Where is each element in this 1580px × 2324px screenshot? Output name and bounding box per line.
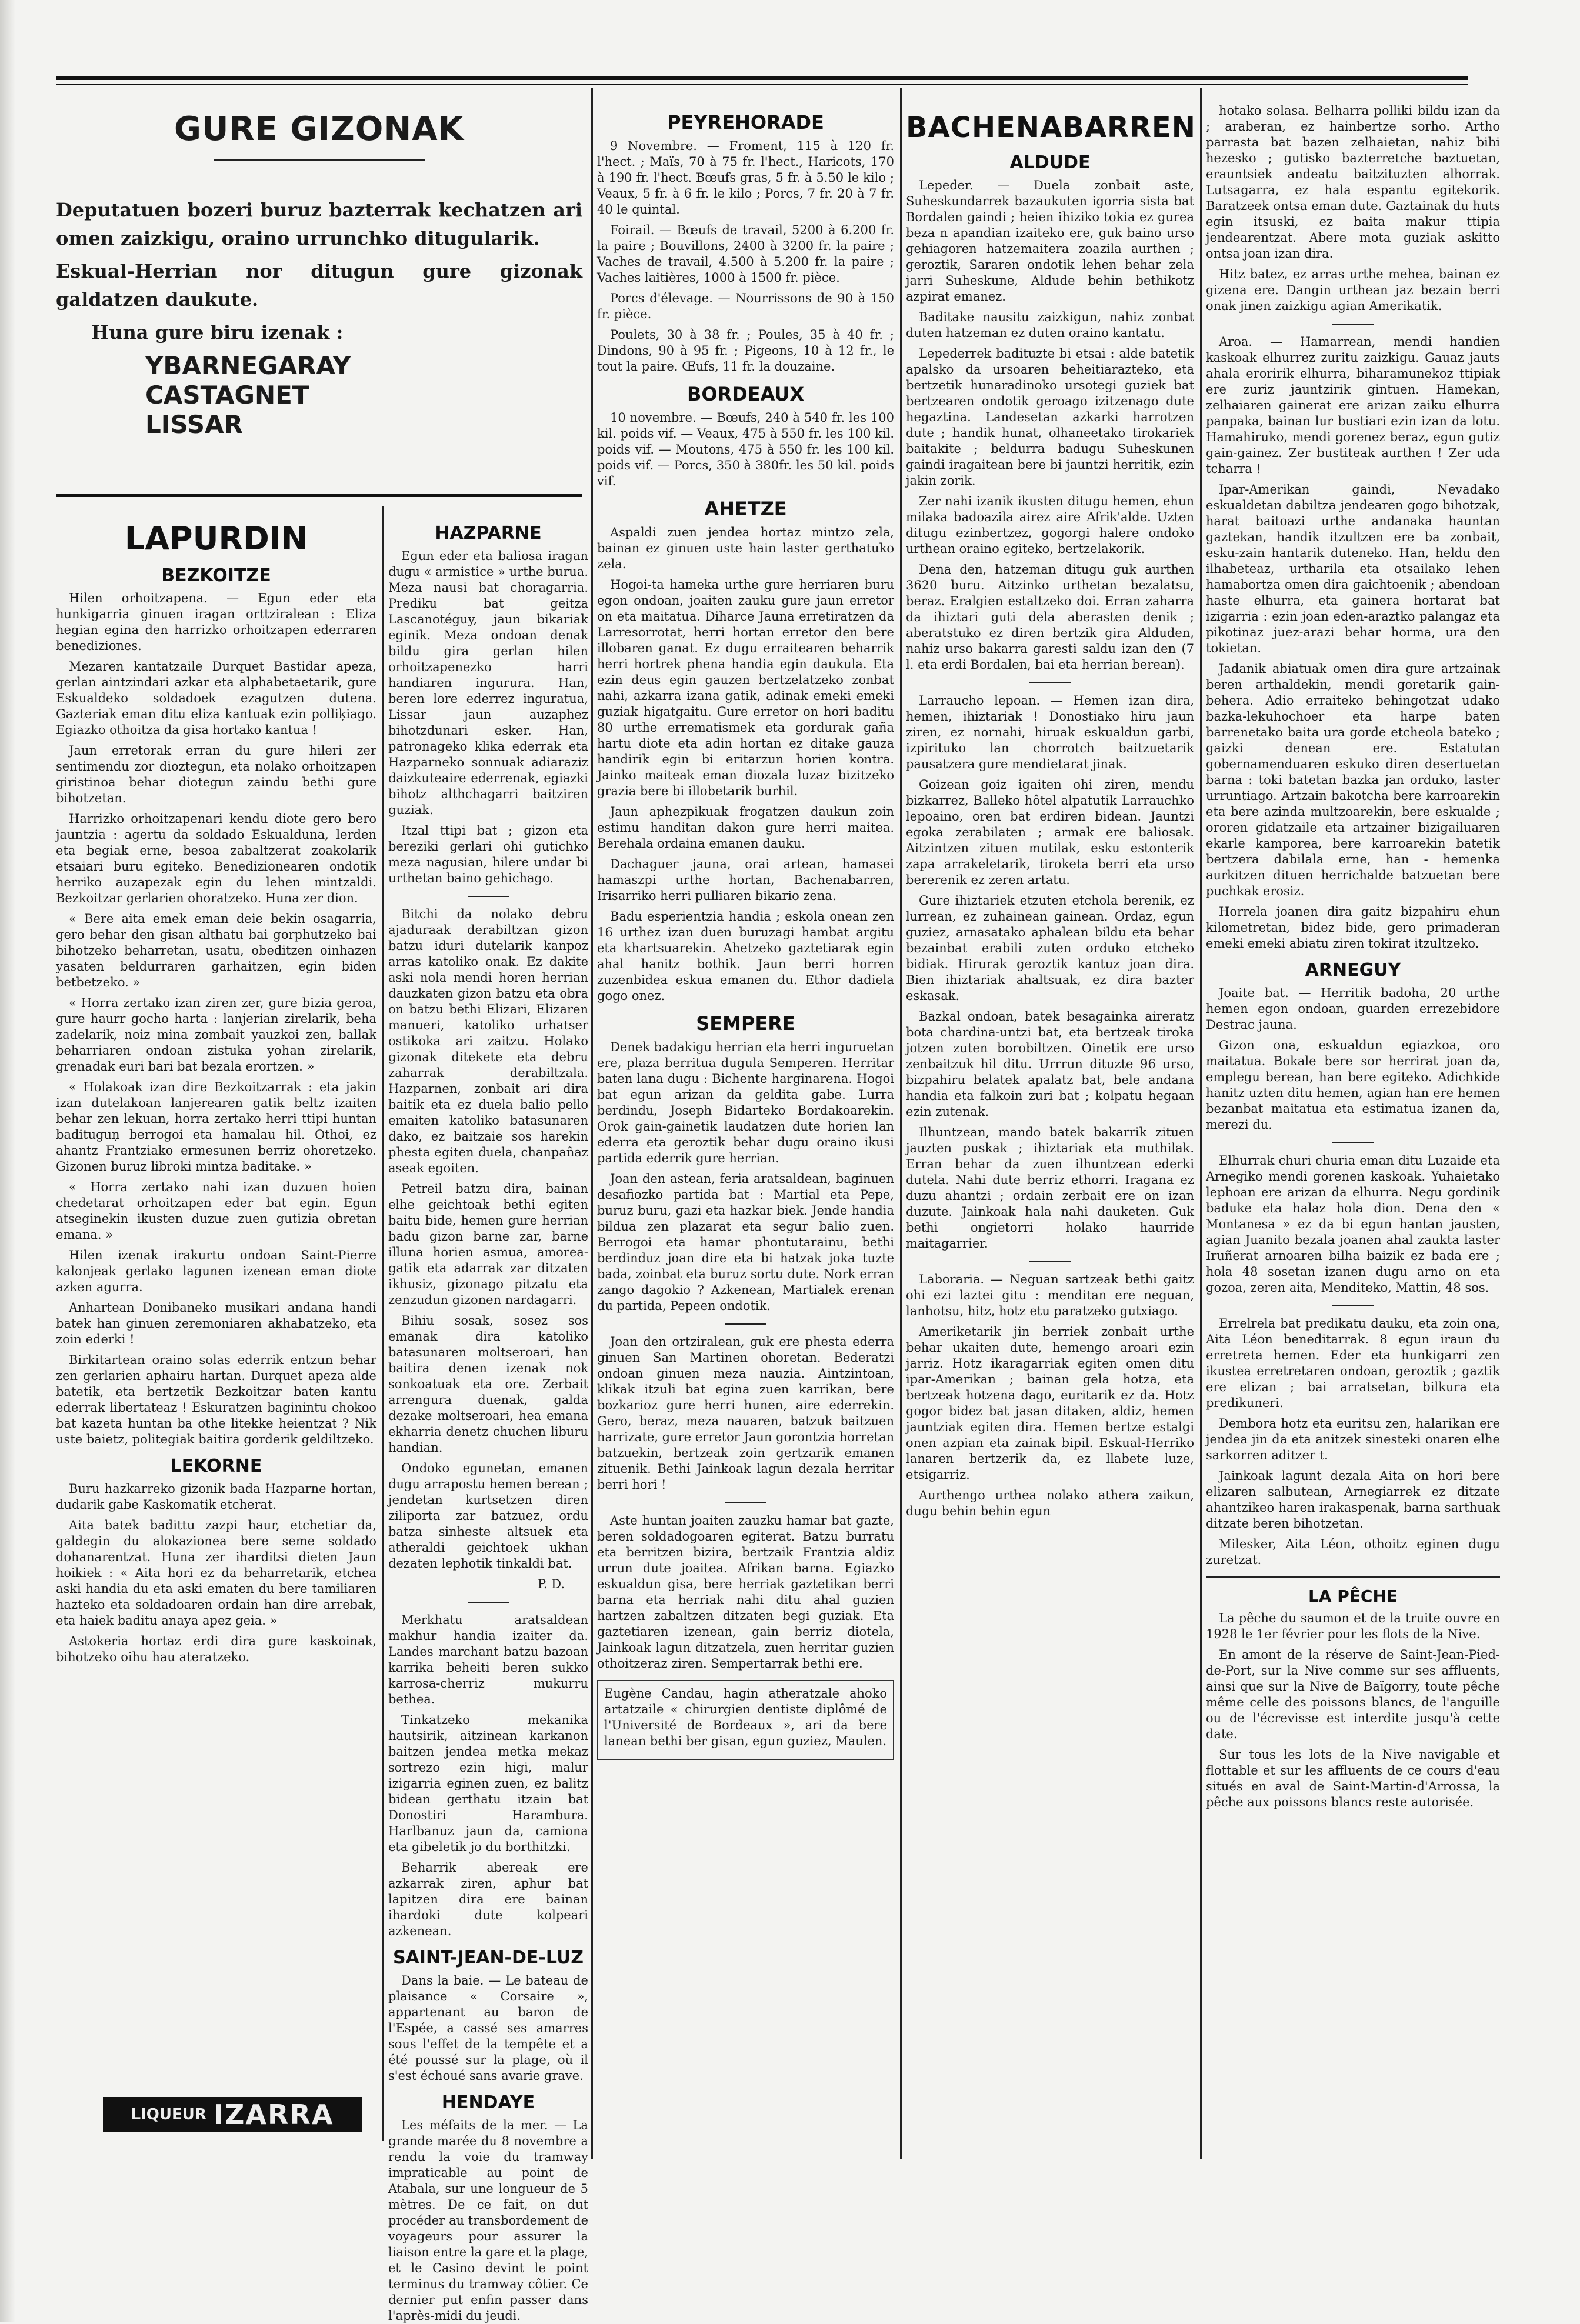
article-paragraph: Gure ihiztariek etzuten etchola berenik, ez lurrean, ez zuhainean gainean. Ordaz, egun guziez, arnasatako aphalean bildu eta behar bezainbat erabili zuten orduko etcheko bidiak. Hirurak geroztik kantuz joan dira. Bien ihiztariak ahaltsuak, ez dira bazter eskasak.: [906, 893, 1194, 1003]
headline-la-peche: LA PÊCHE: [1308, 1586, 1398, 1606]
article-paragraph: Dembora hotz eta euritsu zen, halarikan ere jendea jin da eta anitzek sinesteki onaren elhe sarkorren aditzer t.: [1206, 1416, 1500, 1462]
article-paragraph: Harrizko orhoitzapenari kendu diote gero bero jauntzia : agertu da soldado Eskualduna, lerden eta begiak erne, besoa zabaltzerat zoakolarik etsaiari buru egiteko. Benedizionearen ondotik herriko auzapezak egin du lehen mintzaldi. Bezkoitzar gerlarien ohoratzeko. Huna zer dion.: [56, 812, 376, 905]
article-paragraph: Gizon ona, eskualdun egiazkoa, oro maitatua. Bokale bere sor herrirat joan da, emplegu berean, han bere egiteko. Adichkide hanitz uzten ditu hemen, agian han ere hemen bezanbat maitatua eta estimatua izanen da, merezi du.: [1206, 1038, 1500, 1132]
article-paragraph: Badu esperientzia handia ; eskola onean zen 16 urthez izan duen buruzagi hambat argitu eta khartsuarekin. Ahetzeko gaztetiarak egin ahal hanitz bothik. Jaun berri horren zuzenbidea eskua emanen du. Ethor dadiela gogo onez.: [597, 909, 894, 1003]
izarra-advertisement: [103, 2097, 362, 2132]
column-divider: [382, 506, 384, 2141]
article-paragraph: Joan den ortziralean, guk ere phesta ederra ginuen San Martinen ohoretan. Bederatzi ondoan ginuen meza nauzia. Aintzintoan, klikak itzuli bat egina zuen karrikan, bere bozkarioz gure herri hunen, aire ederrekin. Gero, beraz, meza nauaren, batzuk baitzuen harrizate, gure erretor Jaun gorontzia horretan batzuekin, bertzeak zoin gertzarik emanen zituenik. Bethi Jainkoak lagun dezala herritar berri hori !: [597, 1335, 895, 1492]
article-paragraph: Ondoko egunetan, emanen dugu arrapostu hemen berean ; jendetan kurtsetzen diren ziliporta zar batzuez, ordu batza sinheste altsuek eta atheraldi geichtoek ukhan dezaten lephotik tinkaldi bat.: [388, 1461, 588, 1571]
article-paragraph: Aspaldi zuen jendea hortaz mintzo zela, bainan ez ginuen uste hain laster gerthatuko zela.: [597, 525, 894, 571]
article-paragraph: Ipar-Amerikan gaindi, Nevadako eskualdetan dabiltza jendearen gogo bihotzak, harat baitoazi urthe andanaka hauntan gaztekan, handik itzultzen ere ba zonbait, esku-zain hantarik duteneko. Han, heldu den ilhabeteaz, urtharila eta otsailako lehen hamabortza omen dira gaichtoenik ; abendoan haste elhurra, eta gainera hortarat bat izigarria : ezin joan eden-araztko palangaz eta pikotinaz juez-arazi behar horma, ura den tokietan.: [1206, 482, 1500, 655]
region-lapurdin: LAPURDIN: [124, 520, 308, 557]
article-paragraph: Mezaren kantatzaile Durquet Bastidar apeza, gerlan aintzindari azkar eta alphabetaetarik, gure Eskualdeko soldadoek ezagutzen dutena. Gazteriak eman ditu eliza kantuak ezin polliķiago. Egiazko othoitza da gisa hortako kantua !: [56, 659, 376, 737]
article-paragraph: « Holakoak izan dire Bezkoitzarrak : eta jakin izan dutelakoan lanjerearen gatik beltz izaiten behar zen lekuan, horra zertako herri ttipi huntan badituguṇ berrogoi eta hamalau hil. Othoi, ez ahantz Frantziako ermesunen berriz ohoretzeko. Gizonen buruz libroki mintza baditake. »: [56, 1080, 376, 1173]
page-binding-edge: [0, 0, 15, 2322]
section-separator: [1029, 1261, 1071, 1262]
candidate-1: YBARNEGARAY: [145, 351, 351, 380]
article-paragraph: Hogoi-ta hameka urthe gure herriaren buru egon ondoan, joaiten zauku gure jaun erretor on eta maitatua. Diharce Jauna erretiratzen da Larresorrotat, herri hortan erretor den bere illobaren ganat. Ez dugu erraitearen beharrik herri hortrek phena handia egin daukula. Eta ezin deus egin gauzen bertzelatzeko zonbat nahi, azkarra izana gatik, adinak emeki emeki guziak higatgaitu. Gure erretor on hori baditu 80 urthe errematismek eta gordurak gaña hartu diote eta adin hortan ez ditake gauza handirik egin bi eritarzun horien kontra. Jainko maiteak eman diozala luzaz bizitzeko grazia bere bi illobetarik burhil.: [597, 578, 894, 798]
section-rule: [1206, 1576, 1500, 1578]
article-paragraph: Hitz batez, ez arras urthe mehea, bainan ez gizena ere. Dangin urthean jaz bezain berri onak jinen zaizkigu agian Amerikatik.: [1206, 267, 1500, 313]
article-paragraph: Tinkatzeko mekanika hautsirik, aitzinean karkanon baitzen jendea metka mekaz sortrezo ezin higi, malur izigarria eginen zuen, ez balitz bidean gerthatu itzain bat Donostiri Harambura. Harlbanuz jaun da, camiona eta gibeletik jo du borthitzki.: [388, 1713, 588, 1854]
masthead-line3: Huna gure biru izenak :: [91, 321, 344, 344]
article-paragraph: La pêche du saumon et de la truite ouvre en 1928 le 1er février pour les flots de la Nive.: [1206, 1611, 1500, 1641]
dentist-notice-box: [597, 1680, 894, 1760]
article-paragraph: Buru hazkarreko gizonik bada Hazparne hortan, dudarik gabe Kaskomatik etcherat.: [56, 1482, 376, 1512]
column-4: [906, 103, 1194, 2150]
column-2: [388, 515, 588, 2323]
article-paragraph: Jaun erretorak erran du gure hileri zer sentimendu zor dioztegun, eta nolako orhoitzapen giristinoa behar diotegun zaindu bethi gure bihotzetan.: [56, 743, 376, 805]
article-paragraph: Jadanik abiatuak omen dira gure artzainak beren arthaldekin, mendi goretarik gain-behera. Adio erraiteko behingotzat udako bazka-lekuhochoer eta harpe baten barrenetako baita ura gorde etcheola bateko ; gaizki denean ere. Estatutan gobernamenduaren eskuko diren desertuetan barna : toki batetan bazka jan orduko, laster urruntiago. Artzain bakotcha bere karroarekin eta bere azinda multzoarekin, bere eskualde ; ororen gidatzaile eta artzainer bizigailuaren ekarle kamporea, bere karroarekin batetik bertzera dabilala erne, han - hemenka aurkitzen dituen herrichalde batzuetan bere puchkak erosiz.: [1206, 662, 1500, 898]
top-rule: [56, 76, 1468, 80]
column-divider: [900, 88, 902, 2159]
article-paragraph: Sur tous les lots de la Nive navigable et flottable et sur les affluents de ce cours d'eau situés en aval de Saint-Martin-d'Arrossa, la pêche aux poissons blancs reste autorisée.: [1206, 1748, 1500, 1809]
article-paragraph: Aste huntan joaiten zauzku hamar bat gazte, beren soldadogoaren egiterat. Batzu burratu eta berritzen bizira, bertzaik Frantzia aldiz urrun dute joaitea. Afrikan barna. Egiazko eskualdun gisa, bere herriak gaztetikan berri barna eta herriak nahi ditu ahal guzien hartzen zabaltzen ditzaten begi guziak. Eta gaztetiaren izenean, gain berriz diotela, Jainkoak lagun ditzatzela, zuen herritar guzien othoitzeraz ziren. Sempertarrak bethi ere.: [597, 1513, 894, 1671]
article-paragraph: Jainkoak lagunt dezala Aita on hori bere elizaren salbutean, Arnegiarrek ez ditzate ahantzikeo haren irakaspenak, barna sarthuak ditzate beren bihotzetan.: [1206, 1469, 1500, 1531]
section-separator: [1029, 682, 1071, 683]
headline-bordeaux: BORDEAUX: [686, 383, 805, 405]
headline-aldude: ALDUDE: [1009, 152, 1091, 173]
section-separator: [468, 1602, 509, 1603]
article-paragraph: hotako solasa. Belharra polliki bildu izan da ; araberan, ez hainbertze sorho. Artho parrasta bat bazen zelhaietan, nahiz bihi hezesko ; gutisko bazterretche baztuetan, erauntsiek andeatu baitzituzten alhorrak. Lutsagarra, ez hala espantu egitekorik. Baratzeek ontsa eman dute. Gaztainak du huts egin itsuski, ez baita makur ttipia jendearentzat. Abere mota guziak askitto ontsa joan izan dira.: [1206, 104, 1500, 261]
article-paragraph: Porcs d'élevage. — Nourrissons de 90 à 150 fr. pièce.: [597, 291, 894, 321]
masthead-line2: Eskual-Herrian nor ditugun gure gizonak galdatzen daukute.: [56, 260, 582, 311]
section-separator: [468, 896, 509, 897]
section-separator: [725, 1323, 766, 1325]
article-paragraph: Ilhuntzean, mando batek bakarrik zituen jauzten puskak ; ihiztariak eta muthilak. Erran behar da zuen ilhuntzean ederki dutela. Nahi dute berriz ethorri. Iragana ez duzu ahantzi ; ordain zerbait ere on izan duzute. Jainkoak hala nahi dauketen. Guk bethi ongietorri holako haurride maitagarrier.: [906, 1125, 1194, 1251]
section-separator: [725, 1502, 766, 1503]
headline-saint-jean-de-luz: SAINT-JEAN-DE-LUZ: [392, 1948, 584, 1968]
article-paragraph: Birkitartean oraino solas ederrik entzun behar zen gerlarien aphairu hartan. Durquet apeza alde batetik, eta bertzetik Bezkoitzar baten kantu ederrak libertateaz ! Eskuratzen baginintu chokoo bat kazeta huntan ba othe litekke heientzat ? Nik uste baietz, politegiak baitira gorderik geldiltzeko.: [56, 1353, 376, 1446]
article-paragraph: « Horra zertako nahi izan duzuen hoien chedetarat orhoitzapen eder bat egin. Egun atseginekin ikusten duzue zuen gutizia obretan emana. »: [56, 1180, 376, 1242]
headline-peyrehorade: PEYREHORADE: [667, 111, 824, 134]
article-paragraph: Bitchi da nolako debru ajaduraak derabiltzan gizon batzu iduri dutelarik kanpoz arras katoliko onak. Ez dakite aski nola mendi horen herrian dauzkaten gizon batzu eta obra on batzu bethi Elizari, Elizaren manueri, katoliko urhatser ostikoka ari zaitzu. Holako gizonak ditekete eta debru zaharrak derabiltzala. Hazparnen, zonbait ari dira baitik eta ez duela balio pello emaiten katoliko batasunaren dako, ez baitzaie sos harekin phesta egiten duela, chanpañaz aseak egoiten.: [388, 907, 588, 1175]
article-paragraph: Joan den astean, feria aratsaldean, baginuen desafiozko partida bat : Martial eta Pepe, buruz buru, gazi eta hazkar biek. Jende handia bildua zen plazarat eta segur balio zuen. Berrogoi eta hamar phontutarainu, bethi berdinduz joan dire eta bi hatzak joka tuzte bada, zoinbat eta buruz sortu dute. Nork erran zango dagokio ? Azkenean, Martialek erenan du partida, Pepeen ondotik.: [597, 1172, 894, 1313]
article-paragraph: Bihiu sosak, sosez sos emanak dira katoliko batasunaren moltseroari, han baitira denen izenak nok sonkoatuak eta ore. Zerbait arrengura duenak, galda dezake moltseroari, hea emana ekharria denetz chuchen liburu handian.: [388, 1313, 588, 1455]
column-1: [56, 512, 376, 2094]
ad-liqueur-text: LIQUEUR: [131, 2106, 206, 2123]
article-paragraph: Laboraria. — Neguan sartzeak bethi gaitz ohi ezi laztei gitu : menditan ere neguan, lanhotsu, hitz, hotz etu paratzeko gutxiago.: [906, 1272, 1194, 1318]
masthead-block: [56, 103, 582, 485]
headline-hendaye: HENDAYE: [441, 2092, 535, 2113]
article-paragraph: Dachaguer jauna, orai artean, hamasei hamaszpi urthe hortan, Bachenabarren, Irisarriko herri pulliaren bikario zena.: [597, 857, 894, 903]
article-paragraph: Merkhatu aratsaldean makhur handia izaiter da. Landes marchant batzu bazoan karrika beheiti beren sukko karrosa-cherriz mukurru bethea.: [388, 1613, 588, 1706]
article-paragraph: Egun eder eta baliosa iragan dugu « armistice » urthe burua. Meza nausi bat choragarria. Prediku bat geitza Lascanotéguy, jaun bikariak eginik. Meza ondoan denak bildu gira gerlan hilen orhoitzapenezko harri handiaren ingurura. Han, beren lore ederrez inguratua, Lissar jaun auzaphez bihotzdunari esker. Han, patronageko klika ederrak eta Hazparneko sonnuak adiaraziz daizkuteaire ederrenak, egiazki bihotz althchagarri baitziren guziak.: [388, 549, 588, 817]
headline-sempere: SEMPERE: [696, 1012, 795, 1035]
article-paragraph: Astokeria hortaz erdi dira gure kaskoinak, bihotzeko oihu hau ateratzeko.: [56, 1634, 376, 1664]
article-paragraph: Aroa. — Hamarrean, mendi handien kaskoak elhurrez zuritu zaizkigu. Gauaz jauts ahala eroririk elhurra, biharamunekoz ttipiak ere zuriz jauntzirik gintuen. Hamekan, zelhaiaren gainerat ere arizan zaiku elhurra panpaka, bainan lur bustiari ezin izan da lotu. Hamahiruko, mendi gorenez beraz, egun gutiz gain-gainez. Zer bustiteak aurthen ! Zer uda tcharra !: [1206, 335, 1500, 476]
headline-bezkoitze: BEZKOITZE: [161, 565, 271, 586]
article-paragraph: « Bere aita emek eman deie bekin osagarria, gero behar den gisan althatu bai gorphutzeko bai bihotzeko beharretan, usatu, obeditzen oinhazen yasaten beldurraren garhaitzen, egin biden betbetzeko. »: [56, 912, 376, 989]
article-paragraph: 9 Novembre. — Froment, 115 à 120 fr. l'hect. ; Maïs, 70 à 75 fr. l'hect., Haricots, 170 à 190 fr. l'hect. Bœufs gras, 5 fr. à 5.50 le kilo ; Veaux, 5 fr. à 6 fr. le kilo ; Porcs, 7 fr. 20 à 7 fr. 40 le quintal.: [597, 139, 894, 216]
masthead-bottom-rule: [56, 494, 582, 497]
article-paragraph: Jaun aphezpikuak frogatzen daukun zoin estimu handitan dakon gure herri maitea. Berehala ordaina emanen dauku.: [597, 805, 894, 851]
masthead-title: GURE GIZONAK: [174, 110, 464, 148]
headline-ahetze: AHETZE: [704, 498, 787, 520]
candidate-2: CASTAGNET: [145, 381, 309, 409]
article-paragraph: Errelrela bat predikatu dauku, eta zoin ona, Aita Léon beneditarrak. 8 egun iraun du erretreta hemen. Eder eta hunkigarri zen ikustea erretretaren ondoan, geroztik ; gaztik ere elizan ; bai arratsetan, bilkura eta predikuneri.: [1206, 1316, 1500, 1410]
article-paragraph: En amont de la réserve de Saint-Jean-Pied-de-Port, sur la Nive comme sur ses affluents, ainsi que sur la Nive de Baïgorry, toute pêche même celle des poissons blancs, de l'anguille ou de l'écrevisse est interdite jusqu'à cette date.: [1206, 1648, 1500, 1741]
article-paragraph: Larraucho lepoan. — Hemen izan dira, hemen, ihiztariak ! Donostiako hiru jaun ziren, ez nornahi, hiruak eskualdun garbi, izpirituko lan chorrotch baitzuetarik pausatzera gure mendietarat jinak.: [906, 693, 1194, 771]
article-paragraph: Lepederrek badituzte bi etsai : alde batetik apalsko da ursoaren beheitiarazteko, eta bertzetik hunaradinoko ursotegi guziek bat bertzearen ondotik geroago izitzenago dute hegaztina. Landesetan azkarki harrotzen dute ; handik hunat, olhaneetako tirokariek baitakite ; beldurra badugu Suheskunen gaindi iragaitean bere bi jauntzi herritik, ezin jakin zorik.: [906, 346, 1194, 488]
article-signature: P. D.: [538, 1577, 565, 1591]
ad-brand-text: IZARRA: [213, 2099, 334, 2130]
candidate-3: LISSAR: [145, 410, 243, 439]
article-paragraph: Zer nahi izanik ikusten ditugu hemen, ehun milaka badoazila airez aire Afrik'alde. Uzten ditugu ezinbertzez, gogorgi halere ondoko urthean oraino egiteko, bertzelakorik.: [906, 494, 1194, 556]
article-paragraph: Milesker, Aita Léon, othoitz eginen dugu zuretzat.: [1206, 1537, 1500, 1567]
column-5: [1206, 103, 1500, 2150]
article-paragraph: Lepeder. — Duela zonbait aste, Suheskundarrek bazaukuten igorria sista bat Bordalen gaindi ; heien ihiziko tokia ez gurea beza n apandian izaiteko ere, guk baino urso gehiagoren hatzemaitera zoazila aurthen ; geroztik, Sararen ondotik lehen behar zela jarri Suheskune, Aldude behin bethikotz azpirat emanez.: [906, 178, 1194, 304]
article-paragraph: Goizean goiz igaiten ohi ziren, mendu bizkarrez, Balleko hôtel alpatutik Larrauchko lepoaino, oren bat erdiren bidean. Jauntzi egoka zerabilaten ; armak ere baliosak. Aitzintzen zituen mutilak, esku estonterik zapa arrakeletarik, tiroketa berri eta urso bererenik ez zeren artatu.: [906, 778, 1194, 887]
article-paragraph: « Horra zertako izan ziren zer, gure bizia geroa, gure haurr gocho harta : lanjerian zirelarik, beha zadelarik, noiz mina zombait yauzkoi zen, ballak beharriaren ondoan zistuka yohan zirelarik, grenadak euri bari bat bezala erortzen. »: [56, 996, 376, 1073]
article-paragraph: 10 novembre. — Bœufs, 240 à 540 fr. les 100 kil. poids vif. — Veaux, 475 à 550 fr. les 100 kil. poids vif. — Moutons, 475 à 550 fr. les 100 kil. poids vif. — Porcs, 350 à 380fr. les 50 kil. poids vif.: [597, 411, 894, 488]
article-paragraph: Hilen orhoitzapena. — Egun eder eta hunkigarria ginuen iragan orttziralean : Eliza hegian egina den harrizko orhoitzapen ederraren benediziones.: [56, 591, 376, 653]
article-paragraph: Anhartean Donibaneko musikari andana handi batek han ginuen zeremoniaren akhabatzeko, eta zoin ederki !: [56, 1301, 376, 1346]
column-3: [597, 103, 894, 2150]
column-divider: [1200, 88, 1202, 2159]
article-paragraph: Elhurrak churi churia eman ditu Luzaide eta Arnegiko mendi gorenen kaskoak. Yuhaietako lephoan ere arizan da elhurra. Negu gordinik baduke eta halaz hola dion. Dena den « Montanesa » ez da bi egun hantan jausten, agian Juanito bezala joanen ahal zaukta laster Iruñerat arnoaren bilha baizik ez bada ere ; hola 48 sosetan izanen dugu arno on eta gozoa, zeren aita, Menditeko, Mattin, 48 sos.: [1206, 1153, 1500, 1295]
article-paragraph: Denek badakigu herrian eta herri inguruetan ere, plaza berritua dugula Semperen. Herritar baten lana dugu : Bichente harginarena. Hogoi bat egun arizan da geldita gabe. Lurra berdindu, Joseph Bidarteko Bordakoarekin. Orok gain-gainetik laudatzen dute horien lan ederra eta geroztik behar dugu oraino ikusi partida ederrik gure herrian.: [597, 1040, 894, 1165]
headline-lekorne: LEKORNE: [170, 1456, 262, 1476]
top-rule-thin: [56, 84, 1468, 85]
section-separator: [1332, 1142, 1374, 1143]
article-paragraph: Horrela joanen dira gaitz bizpahiru ehun kilometretan, bidez bide, gero primaderan emeki emeki abiatu ziren tokirat itzultzeko.: [1206, 905, 1500, 951]
article-paragraph: Les méfaits de la mer. — La grande marée du 8 novembre a rendu la voie du tramway impraticable au point de Atabala, sur une longueur de 5 mètres. De ce fait, on dut procéder au transbordement de voyageurs pour assurer la liaison entre la gare et la plage, et le Casino devint le point terminus du tramway côtier. Ce dernier put enfin passer dans l'après-midi du jeudi.: [388, 2118, 588, 2323]
article-paragraph: Bazkal ondoan, batek besagainka aireratz bota chardina-untzi bat, eta bertzeak tiroka jotzen zuten borobiltzen. Oinetik ere urso zenbaitzuk hil ditu. Urrrun dituzte 96 urso, bizpahiru belatek apalatz bat, bele andana handia eta falkoin zuri bat ; kolpatu hegaan ezin zutenak.: [906, 1009, 1194, 1119]
article-paragraph: Dans la baie. — Le bateau de plaisance « Corsaire », appartenant au baron de l'Espée, a cassé ses amarres sous l'effet de la tempête et a été poussé sur la plage, où il s'est échoué sans avarie grave.: [388, 1973, 588, 2083]
article-paragraph: Ameriketarik jin berriek zonbait urthe behar ukaiten dute, hemengo aroari ezin jarriz. Hotz ikaragarriak egiten omen ditu ipar-Amerikan ; bainan gela hotza, eta bertzeak hotzena dago, euritarik ez da. Hotz gogor bidez bat jasan ditaken, aldiz, hemen jauntziak egiten dira. Hemen bertze estalgi onen azpian eta zainak bipil. Eskual-Herriko lanaren bertzerik da, ez llabete luze, etsigarriz.: [906, 1325, 1194, 1482]
column-divider: [591, 88, 593, 2159]
article-paragraph: Baditake nausitu zaizkigun, nahiz zonbat duten hatzeman ez duten oraino kantatu.: [906, 310, 1194, 340]
article-paragraph: Itzal ttipi bat ; gizon eta bereziki gerlari ohi gutichko meza nagusian, hilere undar bi urthetan baino gehichago.: [388, 823, 588, 885]
masthead-underline: [214, 159, 425, 161]
headline-arneguy: ARNEGUY: [1305, 960, 1401, 981]
article-paragraph: Joaite bat. — Herritik badoha, 20 urthe hemen egon ondoan, guarden errezebidore Destrac jauna.: [1206, 986, 1500, 1032]
article-paragraph: Dena den, hatzeman ditugu guk aurthen 3620 buru. Aitzinko urthetan bezalatsu, beraz. Eralgien estaltzeko doi. Erran zaharra da ihiztari guti dela aberasten denik ; aberatstuko ez diren bertzik gira Alduden, nahiz urso bakarra garesti saldu izan den (7 l. eta erdi Bordalen, bai eta herrian berean).: [906, 562, 1194, 672]
article-paragraph: Petreil batzu dira, bainan elhe geichtoak bethi egiten baitu bide, hemen gure herrian badu gizon barne zar, barne illuna horien asmua, amorea-gatik eta adarrak zar ditzaten ikhusiz, gizonago pitzatu eta zenzudun gizonen nardagarri.: [388, 1182, 588, 1307]
article-paragraph: Aurthengo urthea nolako athera zaikun, dugu behin behin egun: [906, 1488, 1194, 1518]
article-paragraph: Foirail. — Bœufs de travail, 5200 à 6.200 fr. la paire ; Bouvillons, 2400 à 3200 fr. la paire ; Vaches de travail, 4.500 à 5.200 fr. la paire ; Vaches laitières, 1000 à 1500 fr. pièce.: [597, 223, 894, 285]
article-paragraph: Aita batek badittu zazpi haur, etchetiar da, galdegin du alokazionea bere seme soldado dohanarentzat. Huna zer iharditsi dieten Jaun hoikiek : « Aita hori ez da beharretarik, etchea aski handia du eta aski ematen du bere tamiliaren hazteko eta soldadoaren ordain han dire arrebak, eta haiek baditu anaya apez geia. »: [56, 1518, 376, 1628]
article-paragraph: Beharrik abereak ere azkarrak ziren, aphur bat lapitzen dira ere bainan ihardoki dute kolpeari azkenean.: [388, 1860, 588, 1938]
dentist-notice-text: Eugène Candau, hagin atheratzale ahoko artatzaile « chirurgien dentiste diplômé de l'Université de Bordeaux », ari da bere lanean bethi ber gisan, egun guziez, Maulen.: [604, 1686, 887, 1748]
section-separator: [1332, 1305, 1374, 1306]
article-paragraph: Poulets, 30 à 38 fr. ; Poules, 35 à 40 fr. ; Dindons, 90 à 95 fr. ; Pigeons, 10 à 12 fr., le tout la paire. Œufs, 11 fr. la douzaine.: [597, 328, 894, 374]
article-paragraph: Hilen izenak irakurtu ondoan Saint-Pierre kalonjeak gerlako lagunen izenean eman diote azken agurra.: [56, 1248, 376, 1294]
headline-hazparne: HAZPARNE: [435, 523, 542, 544]
masthead-intro: Deputatuen bozeri buruz bazterrak kechatzen ari omen zaizkigu, oraino urrunchko ditugularik.: [56, 199, 582, 249]
section-separator: [1332, 324, 1374, 325]
region-bachenabarren: BACHENABARREN: [906, 111, 1196, 144]
